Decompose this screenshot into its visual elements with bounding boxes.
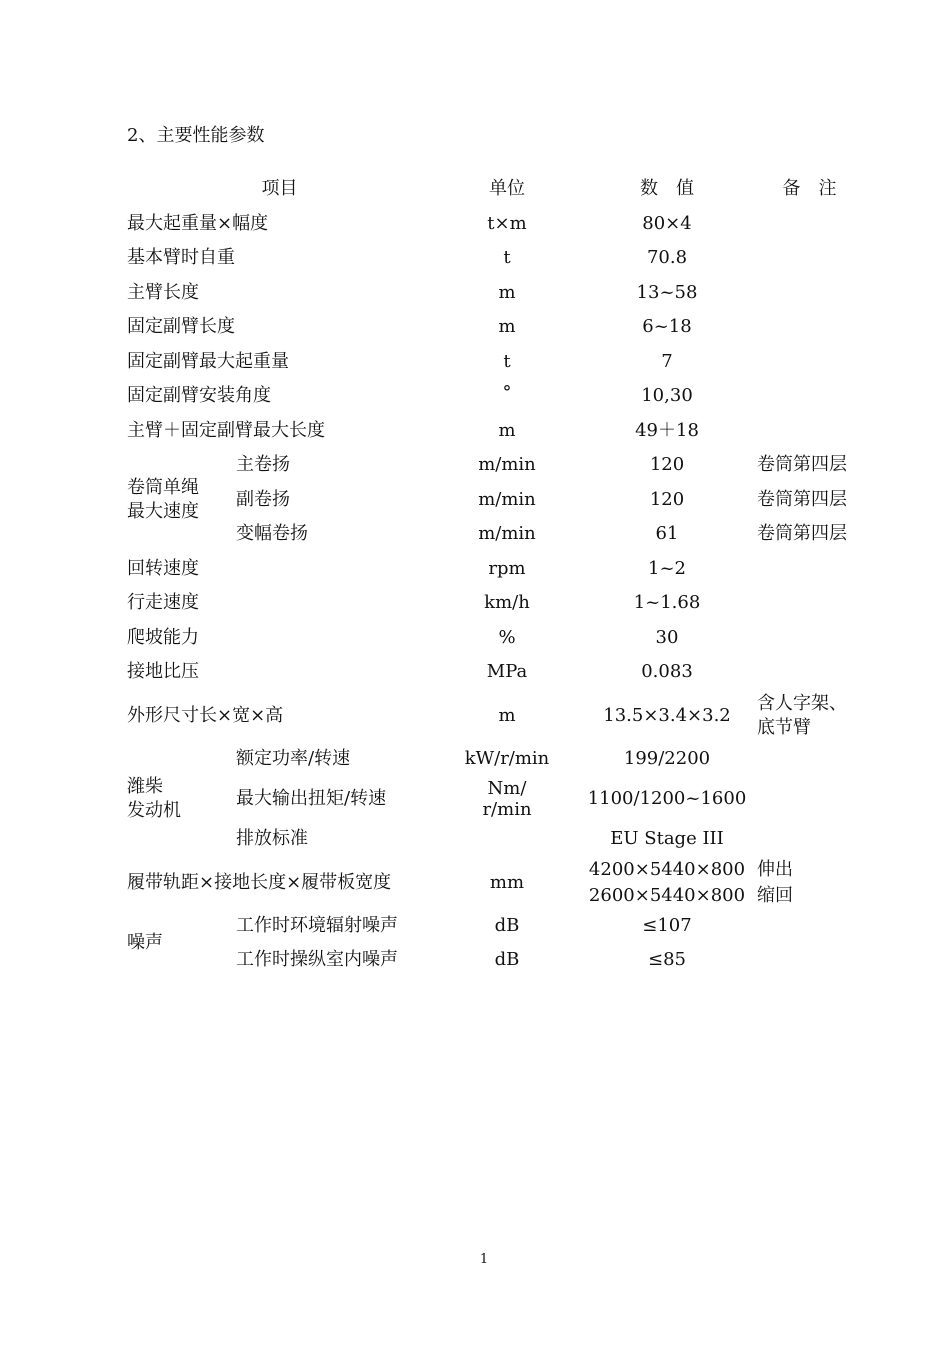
row-value: 1~2 <box>648 557 686 579</box>
row-note <box>752 379 862 414</box>
table-row <box>122 909 862 944</box>
row-note <box>752 276 862 311</box>
row-value: 70.8 <box>646 247 688 269</box>
row-unit: % <box>498 626 516 648</box>
table-row <box>122 776 862 822</box>
row-note: 卷筒第四层 <box>757 454 847 476</box>
table-row <box>122 552 862 587</box>
row-unit: dB <box>494 949 520 971</box>
row-note <box>752 742 862 777</box>
row-unit: t <box>503 350 511 372</box>
row-value: 199/2200 <box>623 747 711 769</box>
row-item: 主臂＋固定副臂最大长度 <box>127 419 325 441</box>
header-value: 数 值 <box>640 178 694 200</box>
table-row <box>122 742 862 777</box>
row-item: 最大起重量×幅度 <box>127 212 269 234</box>
table-row <box>122 857 862 909</box>
row-value: 13~58 <box>636 281 698 303</box>
note-line: 伸出 <box>757 858 793 880</box>
table-row <box>122 483 862 518</box>
value-line: 2600×5440×800 <box>588 884 746 906</box>
section-heading: 2、主要性能参数 <box>127 125 265 146</box>
row-note <box>752 207 862 242</box>
row-unit: m <box>498 704 516 726</box>
row-note <box>752 241 862 276</box>
table-row <box>122 379 862 414</box>
row-note <box>752 345 862 380</box>
header-unit: 单位 <box>489 178 525 200</box>
row-value: 1100/1200~1600 <box>587 788 747 809</box>
row-item: 工作时操纵室内噪声 <box>236 949 398 971</box>
row-item: 固定副臂长度 <box>127 316 235 338</box>
row-item: 外形尺寸长×宽×高 <box>127 704 284 726</box>
row-unit <box>432 822 577 857</box>
table-row <box>122 943 862 978</box>
row-value: 49＋18 <box>635 419 699 441</box>
row-item: 履带轨距×接地长度×履带板宽度 <box>127 871 392 893</box>
header-note: 备 注 <box>782 178 837 200</box>
table-row <box>122 414 862 449</box>
row-item: 固定副臂安装角度 <box>127 385 271 407</box>
row-unit: m <box>498 419 516 441</box>
table-row <box>122 690 862 742</box>
row-unit: mm <box>489 871 525 893</box>
row-note <box>752 586 862 621</box>
row-value: 120 <box>649 488 685 510</box>
row-note <box>752 909 862 944</box>
table-row <box>122 517 862 552</box>
row-item: 变幅卷扬 <box>236 523 308 545</box>
row-value: 10,30 <box>641 385 693 407</box>
row-unit: kW/r/min <box>464 747 550 769</box>
table-row <box>122 448 862 483</box>
row-item: 爬坡能力 <box>127 626 199 648</box>
table-row <box>122 586 862 621</box>
row-item: 回转速度 <box>127 557 199 579</box>
row-item: 工作时环境辐射噪声 <box>236 914 398 936</box>
group-label-line: 卷筒单绳 <box>127 476 199 498</box>
row-unit: MPa <box>486 661 528 683</box>
table-row <box>122 276 862 311</box>
row-note <box>752 621 862 656</box>
row-note <box>752 822 862 857</box>
table-header-row <box>122 172 862 207</box>
row-unit: rpm <box>488 557 526 579</box>
header-item: 项目 <box>261 178 298 200</box>
note-line: 底节臂 <box>757 716 811 738</box>
row-value: EU Stage III <box>610 828 724 850</box>
row-item: 行走速度 <box>127 592 199 614</box>
table-row <box>122 655 862 690</box>
row-unit: m/min <box>478 488 536 510</box>
row-unit: m/min <box>478 454 536 476</box>
row-note <box>752 857 862 909</box>
row-item: 主卷扬 <box>236 454 290 476</box>
row-note <box>752 690 862 742</box>
row-item: 额定功率/转速 <box>236 747 351 769</box>
row-unit: m <box>498 316 516 338</box>
group-label-line: 潍柴 <box>127 776 163 797</box>
row-unit <box>432 776 577 822</box>
row-note <box>752 655 862 690</box>
row-value: 30 <box>655 626 679 648</box>
row-item: 副卷扬 <box>236 488 290 510</box>
rope-speed-group-label <box>122 448 231 552</box>
page-number: 1 <box>479 1252 489 1267</box>
row-note <box>752 776 862 822</box>
row-note <box>752 414 862 449</box>
unit-line: r/min <box>482 799 532 820</box>
row-value: 7 <box>661 350 673 372</box>
engine-group-label <box>122 742 231 857</box>
value-line: 4200×5440×800 <box>588 858 746 880</box>
note-line: 缩回 <box>757 884 793 906</box>
table-row <box>122 207 862 242</box>
row-unit: ° <box>502 382 512 403</box>
row-value: 61 <box>655 523 679 545</box>
row-item: 最大输出扭矩/转速 <box>236 788 387 809</box>
group-label-line: 最大速度 <box>127 500 199 522</box>
row-value: 120 <box>649 454 685 476</box>
row-note <box>752 943 862 978</box>
row-item: 固定副臂最大起重量 <box>127 350 289 372</box>
row-item: 基本臂时自重 <box>127 247 235 269</box>
row-unit: m/min <box>478 523 536 545</box>
row-value: 0.083 <box>641 661 693 683</box>
row-note <box>752 552 862 587</box>
unit-line: Nm/ <box>487 778 527 799</box>
performance-parameters-table <box>122 172 862 978</box>
row-unit: m <box>498 281 516 303</box>
row-unit: t <box>503 247 511 269</box>
table-row <box>122 310 862 345</box>
group-label-line: 发动机 <box>127 800 181 821</box>
row-value: 6~18 <box>642 316 692 338</box>
row-value: 13.5×3.4×3.2 <box>603 704 731 726</box>
row-value: 80×4 <box>642 212 692 234</box>
row-unit: km/h <box>484 592 530 614</box>
row-item: 排放标准 <box>236 828 308 850</box>
row-item: 接地比压 <box>127 661 199 683</box>
table-row <box>122 345 862 380</box>
noise-group-label: 噪声 <box>127 932 163 953</box>
row-unit: dB <box>494 914 520 936</box>
row-value: 1~1.68 <box>633 592 701 614</box>
row-item: 主臂长度 <box>127 281 199 303</box>
row-unit: t×m <box>487 212 527 234</box>
row-value: ≤85 <box>648 949 686 971</box>
table-row <box>122 241 862 276</box>
table-row <box>122 822 862 857</box>
table-row <box>122 621 862 656</box>
row-value: ≤107 <box>642 914 692 936</box>
note-line: 含人字架、 <box>757 692 847 714</box>
row-note <box>752 310 862 345</box>
row-note: 卷筒第四层 <box>757 488 847 510</box>
row-value <box>577 857 752 909</box>
row-note: 卷筒第四层 <box>757 523 847 545</box>
